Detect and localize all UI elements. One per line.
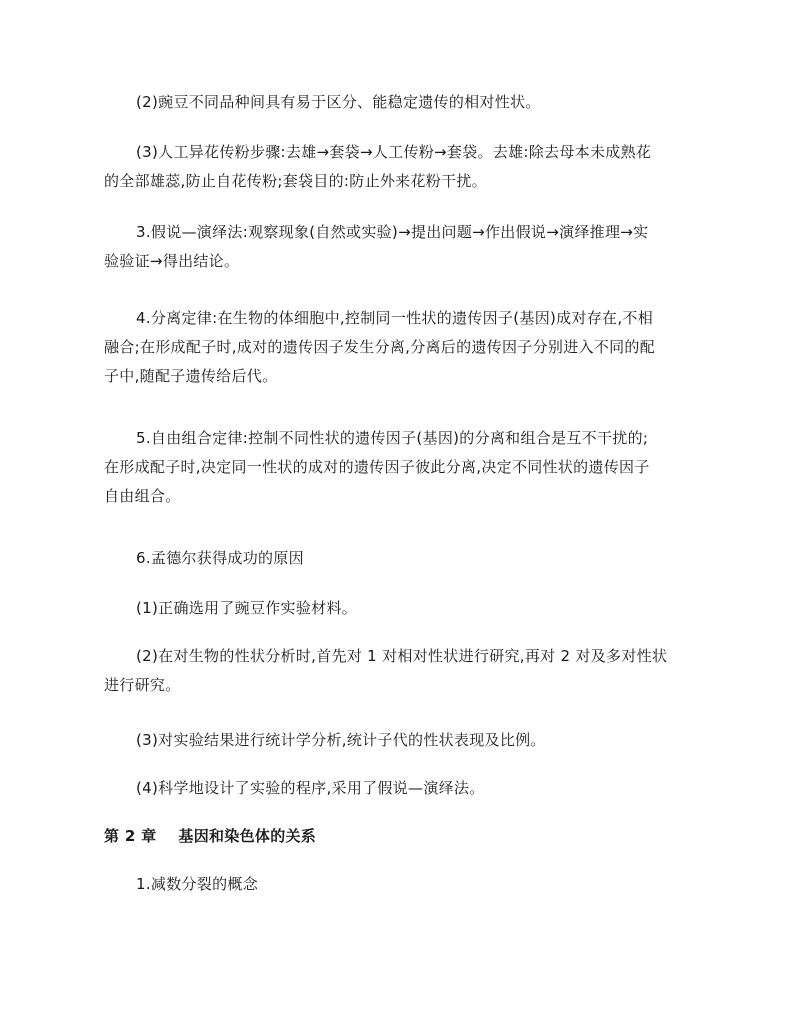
- text-line: 进行研究。: [104, 676, 181, 694]
- paragraph-reason-3: [104, 726, 700, 755]
- text-line: 5.自由组合定律:控制不同性状的遗传因子(基因)的分离和组合是互不干扰的;: [136, 429, 649, 447]
- chapter-heading: [104, 822, 700, 851]
- text-line: (4)科学地设计了实验的程序,采用了假说—演绎法。: [136, 779, 485, 797]
- text-line: 验验证→得出结论。: [104, 252, 240, 270]
- paragraph-reason-4: [104, 774, 700, 803]
- paragraph-mendel-success: [104, 544, 700, 573]
- paragraph-meiosis-concept: [104, 870, 700, 899]
- chapter-title: 基因和染色体的关系: [178, 827, 317, 845]
- paragraph-hypothesis-deduction: [104, 218, 700, 276]
- paragraph-pea-traits: [104, 88, 700, 117]
- text-line: 在形成配子时,决定同一性状的成对的遗传因子彼此分离,决定不同性状的遗传因子: [104, 458, 650, 476]
- text-line: 4.分离定律:在生物的体细胞中,控制同一性状的遗传因子(基因)成对存在,不相: [136, 309, 654, 327]
- text-line: (2)豌豆不同品种间具有易于区分、能稳定遗传的相对性状。: [136, 93, 541, 111]
- paragraph-independent-assortment: [104, 424, 700, 511]
- text-line: (1)正确选用了豌豆作实验材料。: [136, 599, 358, 617]
- paragraph-segregation-law: [104, 304, 700, 391]
- chapter-number: 第 2 章: [104, 827, 157, 845]
- text-line: 6.孟德尔获得成功的原因: [136, 549, 304, 567]
- text-line: 子中,随配子遗传给后代。: [104, 367, 278, 385]
- text-line: 的全部雄蕊,防止自花传粉;套袋目的:防止外来花粉干扰。: [104, 172, 487, 190]
- paragraph-reason-1: [104, 594, 700, 623]
- paragraph-reason-2: [104, 642, 700, 700]
- text-line: 1.减数分裂的概念: [136, 875, 259, 893]
- text-line: (3)对实验结果进行统计学分析,统计子代的性状表现及比例。: [136, 731, 546, 749]
- paragraph-artificial-pollination: [104, 138, 700, 196]
- text-line: 自由组合。: [104, 487, 181, 505]
- text-line: (3)人工异花传粉步骤:去雄→套袋→人工传粉→套袋。去雄:除去母本未成熟花: [136, 143, 652, 161]
- text-line: (2)在对生物的性状分析时,首先对 1 对相对性状进行研究,再对 2 对及多对性状: [136, 647, 668, 665]
- text-line: 融合;在形成配子时,成对的遗传因子发生分离,分离后的遗传因子分别进入不同的配: [104, 338, 655, 356]
- text-line: 3.假说—演绎法:观察现象(自然或实验)→提出问题→作出假说→演绎推理→实: [136, 223, 649, 241]
